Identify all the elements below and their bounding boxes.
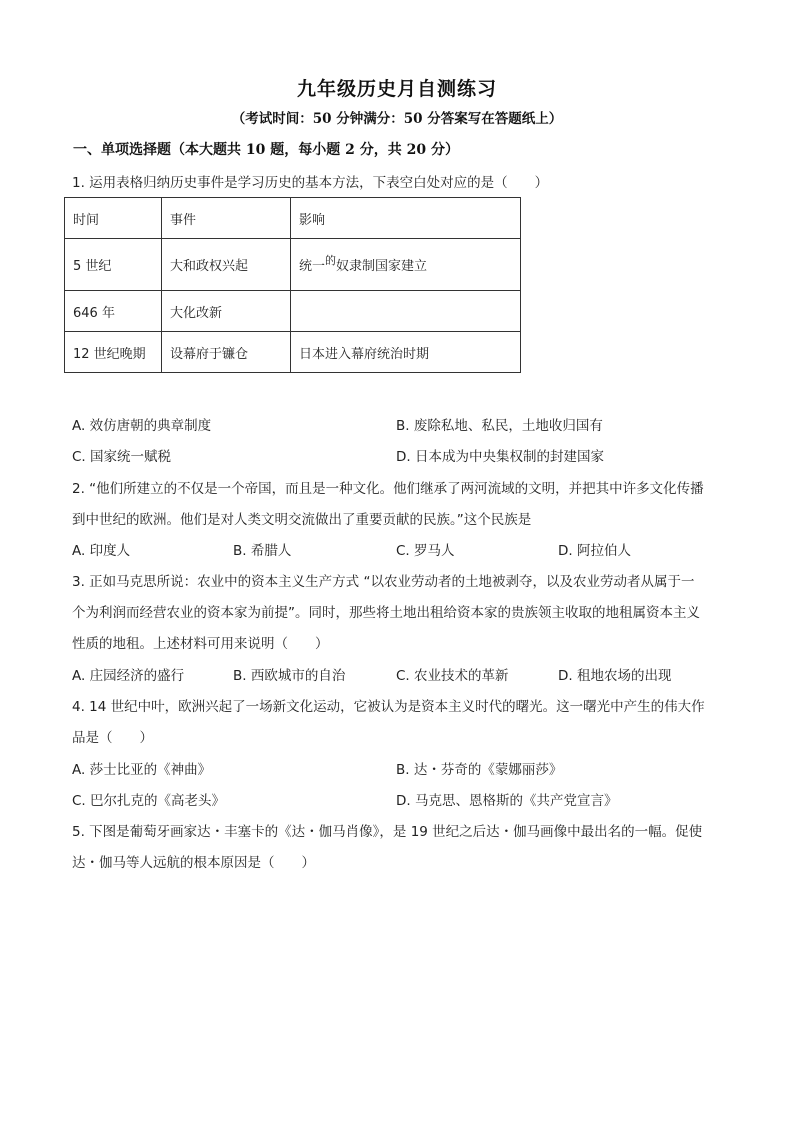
table-row xyxy=(65,332,521,373)
question-1-stem: 1. 运用表格归纳历史事件是学习历史的基本方法，下表空白处对应的是（ ） xyxy=(72,175,549,191)
q2-option-c: C. 罗马人 xyxy=(396,543,455,559)
table-header-cell: 影响 xyxy=(291,198,521,239)
table-cell: 日本进入幕府统治时期 xyxy=(291,332,521,373)
table-cell-text: 统一 xyxy=(299,259,326,274)
q4-option-b: B. 达・芬奇的《蒙娜丽莎》 xyxy=(396,762,563,778)
table-cell: 5 世纪 xyxy=(65,239,162,291)
q3-option-a: A. 庄园经济的盛行 xyxy=(72,668,185,684)
table-cell-text: 的 xyxy=(325,254,337,267)
table-cell: 大化改新 xyxy=(162,291,291,332)
q4-option-d: D. 马克思、恩格斯的《共产党宣言》 xyxy=(396,793,618,809)
question-3-line-2: 个为利润而经营农业的资本家为前提”。同时，那些将土地出租给资本家的贵族领主收取的地租属资本主义 xyxy=(72,605,700,621)
table-header-cell: 时间 xyxy=(65,198,162,239)
q2-option-b: B. 希腊人 xyxy=(233,543,292,559)
q1-option-a: A. 效仿唐朝的典章制度 xyxy=(72,418,212,434)
table-cell: 大和政权兴起 xyxy=(162,239,291,291)
table-row xyxy=(65,291,521,332)
q1-option-d: D. 日本成为中央集权制的封建国家 xyxy=(396,449,604,465)
question-3-line-1: 3. 正如马克思所说：农业中的资本主义生产方式 “以农业劳动者的土地被剥夺，以及农业劳动者从属于一 xyxy=(72,574,695,590)
question-2-line-2: 到中世纪的欧洲。他们是对人类文明交流做出了重要贡献的民族。”这个民族是 xyxy=(72,512,532,528)
question-4-line-2: 品是（ ） xyxy=(72,730,153,746)
question-5-line-1: 5. 下图是葡萄牙画家达・丰塞卡的《达・伽马肖像》，是 19 世纪之后达・伽马画像中最出名的一幅。促使 xyxy=(72,824,703,840)
history-table xyxy=(64,197,521,373)
table-cell: 12 世纪晚期 xyxy=(65,332,162,373)
table-cell xyxy=(291,239,521,291)
question-2-line-1: 2. “他们所建立的不仅是一个帝国，而且是一种文化。他们继承了两河流域的文明，并把其中许多文化传播 xyxy=(72,481,704,497)
q3-option-d: D. 租地农场的出现 xyxy=(558,668,672,684)
table-cell-text: 奴隶制国家建立 xyxy=(336,259,428,274)
table-header-row xyxy=(65,198,521,239)
section-heading: 一、单项选择题（本大题共 10 题，每小题 2 分，共 20 分） xyxy=(73,142,459,158)
table-header-cell: 事件 xyxy=(162,198,291,239)
q2-option-a: A. 印度人 xyxy=(72,543,131,559)
page-title: 九年级历史月自测练习 xyxy=(296,78,497,100)
q2-option-d: D. 阿拉伯人 xyxy=(558,543,631,559)
table-cell: 646 年 xyxy=(65,291,162,332)
exam-instructions: （考试时间：50 分钟满分：50 分答案写在答题纸上） xyxy=(231,111,563,127)
q4-option-a: A. 莎士比亚的《神曲》 xyxy=(72,762,212,778)
question-5-line-2: 达・伽马等人远航的根本原因是（ ） xyxy=(72,855,315,871)
q1-option-b: B. 废除私地、私民，土地收归国有 xyxy=(396,418,603,434)
q3-option-b: B. 西欧城市的自治 xyxy=(233,668,346,684)
q3-option-c: C. 农业技术的革新 xyxy=(396,668,509,684)
q4-option-c: C. 巴尔扎克的《高老头》 xyxy=(72,793,226,809)
question-4-line-1: 4. 14 世纪中叶，欧洲兴起了一场新文化运动，它被认为是资本主义时代的曙光。这一曙光中产生的伟大作 xyxy=(72,699,705,715)
question-3-line-3: 性质的地租。上述材料可用来说明（ ） xyxy=(72,636,329,652)
table-cell: 设幕府于镰仓 xyxy=(162,332,291,373)
blank-cell xyxy=(291,291,521,332)
q1-option-c: C. 国家统一赋税 xyxy=(72,449,172,465)
table-row xyxy=(65,239,521,291)
